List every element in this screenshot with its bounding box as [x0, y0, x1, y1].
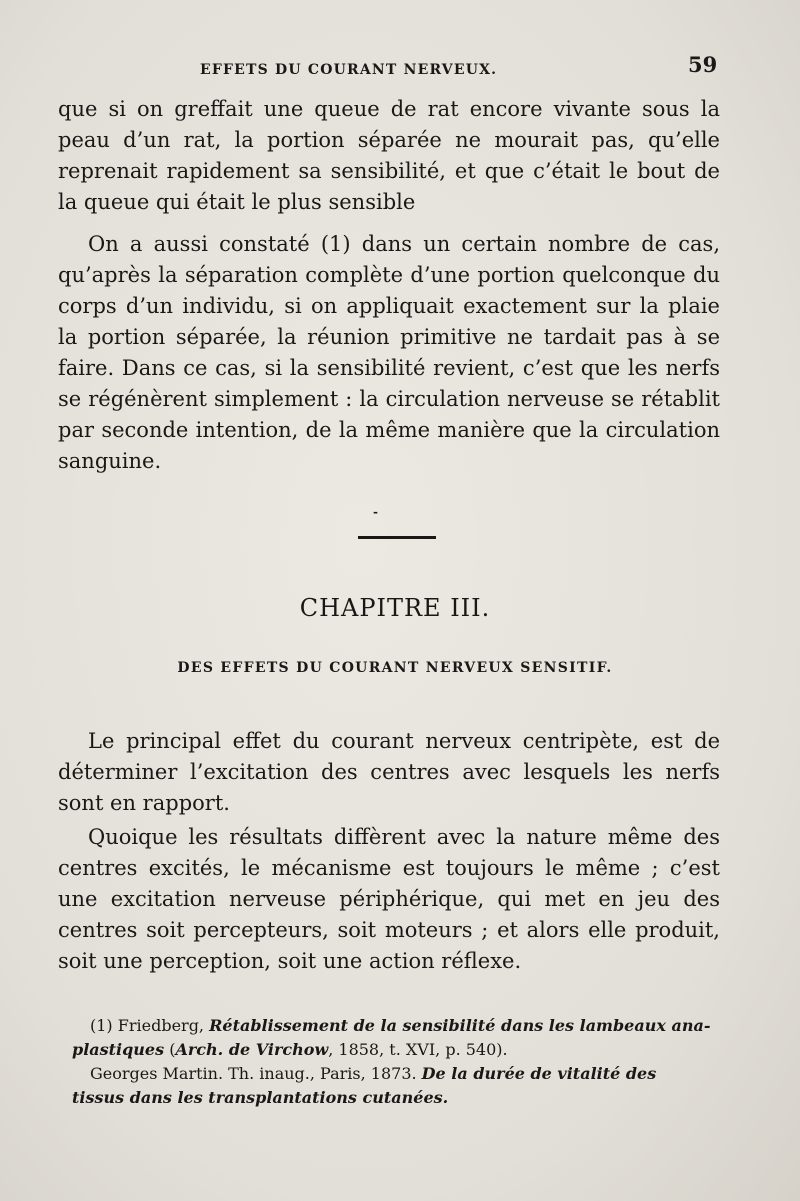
footnote-1-line-1: [72, 1014, 736, 1038]
footnote-1-title-a: Rétablissement de la sensibilité dans les lambeaux ana-: [209, 1016, 711, 1035]
footnote-2-author: Georges Martin. Th. inaug., Paris, 1873.: [90, 1064, 422, 1083]
chapter-subtitle: DES EFFETS DU COURANT NERVEUX SENSITIF.: [177, 660, 613, 676]
footnote-2-title-a: De la durée de vitalité des: [421, 1064, 657, 1083]
footnote-2-title-b: tissus dans les transplantations cutanées.: [72, 1088, 449, 1107]
footnotes: [72, 1014, 736, 1110]
footnote-1-title-b: plastiques: [72, 1040, 165, 1059]
footnote-1-open: (: [164, 1040, 176, 1059]
page-number: 59: [688, 52, 718, 77]
running-head: EFFETS DU COURANT NERVEUX.: [200, 62, 498, 78]
chapter-title: CHAPITRE III.: [299, 594, 491, 622]
paragraph-constate: On a aussi constaté (1) dans un certain nombre de cas, qu’après la séparation complète d’une portion quelconque du corps d’un individu, si on appliquait exactement sur la plaie la portion séparée, la réunion primitive ne tardait pas à se faire. Dans ce cas, si la sensibilité revient, c’est que les nerfs se régénèrent simplement : la circulation nerveuse se rétablit par seconde intention, de la même manière que la circulation sanguine.: [58, 232, 720, 473]
footnote-1-source: Arch. de Virchow: [175, 1040, 329, 1059]
small-dash-mark: -: [373, 505, 378, 519]
paragraph-quoique: Quoique les résultats diffèrent avec la nature même des centres excités, le mécanisme est toujours le même ; c’est une excitation nerveuse périphérique, qui met en jeu des centres soit percepteurs, soit moteurs ; et alors elle produit, soit une perception, soit une action réflexe.: [58, 825, 720, 973]
section-divider: [358, 536, 436, 539]
footnote-1-marker: (1) Friedberg,: [90, 1016, 210, 1035]
footnote-1-rest: , 1858, t. XVI, p. 540).: [328, 1040, 508, 1059]
paragraph-continuation: que si on greffait une queue de rat encore vivante sous la peau d’un rat, la portion séparée ne mourait pas, qu’elle reprenait rapidement sa sensibilité, et que c’était le bout de la queue qui était le plus sensible: [58, 97, 720, 214]
paragraph-principal-effet: Le principal effet du courant nerveux centripète, est de déterminer l’excitation des centres avec lesquels les nerfs sont en rapport.: [58, 729, 720, 815]
footnote-2-line-2: [72, 1086, 736, 1110]
footnote-1-line-2: [72, 1038, 736, 1062]
footnote-2-line-1: [72, 1062, 736, 1086]
